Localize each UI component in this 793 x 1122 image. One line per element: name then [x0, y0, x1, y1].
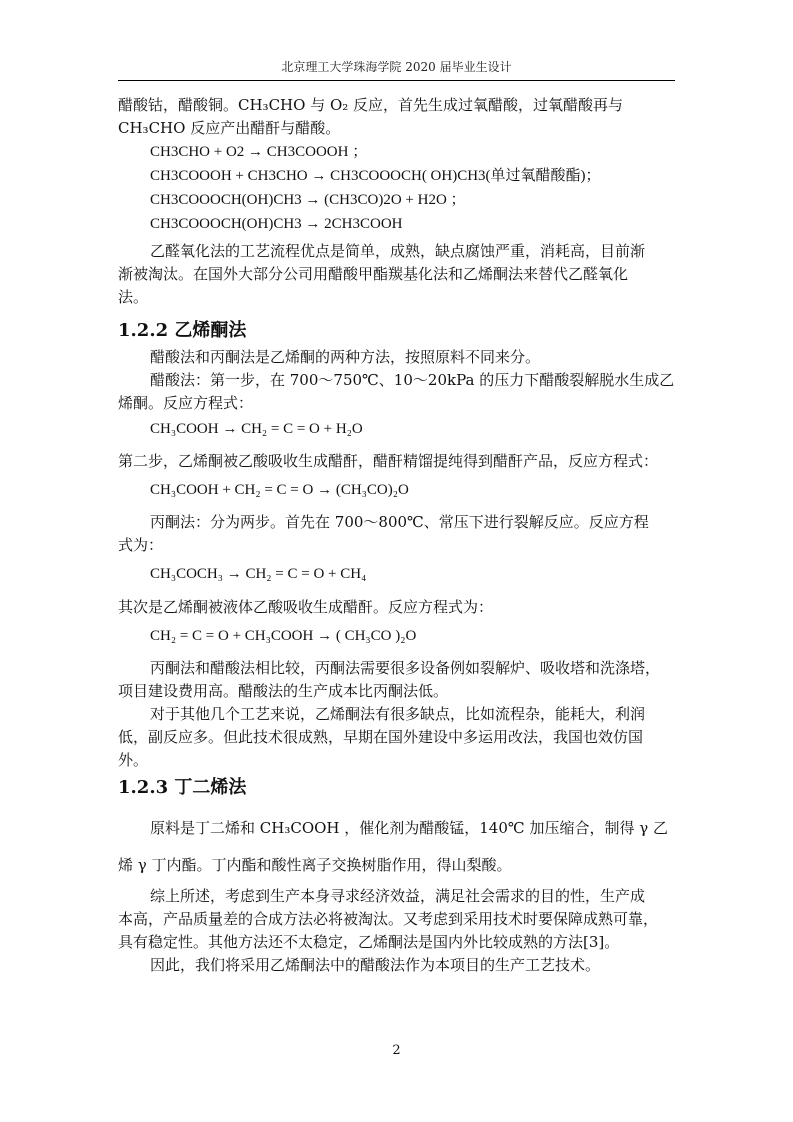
paragraph-line: 法。: [118, 288, 149, 306]
paragraph-line: 原料是丁二烯和 CH₃COOH ，催化剂为醋酸锰，140℃ 加压缩合，制得 γ 乙: [150, 819, 668, 837]
paragraph-line: 外。: [118, 751, 149, 769]
equation: CH₂ = C = O + CH₃COOH → ( CH₃CO )₂O: [150, 628, 417, 644]
paragraph-line: 本高，产品质量差的合成方法必将被淘汰。又考虑到采用技术时要保障成熟可靠，: [118, 910, 659, 928]
paragraph-line: 综上所述，考虑到生产本身寻求经济效益，满足社会需求的目的性，生产成: [150, 887, 646, 905]
equation: CH3COOOH + CH3CHO → CH3COOOCH( OH)CH3(单过氧醋酸酯)；: [150, 168, 601, 184]
paragraph-line: 醋酸法和丙酮法是乙烯酮的两种方法，按照原料不同来分。: [150, 348, 541, 366]
paragraph-line: 丙酮法和醋酸法相比较，丙酮法需要很多设备例如裂解炉、吸收塔和洗涤塔，: [150, 659, 661, 677]
equation: CH3CHO + O2 → CH3COOOH ；: [150, 144, 368, 160]
paragraph-line: 丙酮法：分为两步。首先在 700～800℃、常压下进行裂解反应。反应方程: [150, 513, 649, 531]
paragraph-line: 对于其他几个工艺来说，乙烯酮法有很多缺点，比如流程杂，能耗大，利润: [150, 705, 646, 723]
paragraph-line: 乙醛氧化法的工艺流程优点是简单，成熟，缺点腐蚀严重，消耗高，目前渐: [150, 242, 646, 260]
paragraph-line: 项目建设费用高。醋酸法的生产成本比丙酮法低。: [118, 682, 449, 700]
paragraph-line: 具有稳定性。其他方法还不太稳定，乙烯酮法是国内外比较成熟的方法[3]。: [118, 933, 620, 951]
equation: CH3COOOCH(OH)CH3 → (CH3CO)2O + H2O ；: [150, 192, 466, 208]
equation: CH₃COCH₃ → CH₂ = C = O + CH₄: [150, 566, 367, 582]
paragraph-line: 其次是乙烯酮被液体乙酸吸收生成醋酐。反应方程式为：: [118, 598, 494, 616]
paragraph-line: 醋酸法：第一步，在 700～750℃、10～20kPa 的压力下醋酸裂解脱水生成乙: [150, 371, 675, 389]
paragraph-line: 因此，我们将采用乙烯酮法中的醋酸法作为本项目的生产工艺技术。: [150, 956, 601, 974]
equation: CH₃COOH + CH₂ = C = O → (CH₃CO)₂O: [150, 482, 409, 498]
paragraph-line: 醋酸钴，醋酸铜。CH₃CHO 与 O₂ 反应，首先生成过氧醋酸，过氧醋酸再与: [118, 96, 624, 114]
paragraph-line: 低，副反应多。但此技术很成熟，早期在国外建设中多运用改法，我国也效仿国: [118, 728, 644, 746]
paragraph-line: 烯酮。反应方程式：: [118, 394, 254, 412]
section-heading: 1.2.2 乙烯酮法: [118, 320, 247, 341]
paragraph-line: 第二步，乙烯酮被乙酸吸收生成醋酐，醋酐精馏提纯得到醋酐产品，反应方程式：: [118, 452, 659, 470]
paragraph-line: 式为：: [118, 536, 164, 554]
paragraph-line: 渐被淘汰。在国外大部分公司用醋酸甲酯羰基化法和乙烯酮法来替代乙醛氧化: [118, 265, 629, 283]
equation: CH3COOOCH(OH)CH3 → 2CH3COOH: [150, 216, 403, 232]
page-header: 北京理工大学珠海学院 2020 届毕业生设计: [118, 58, 675, 81]
section-heading: 1.2.3 丁二烯法: [118, 777, 247, 798]
paragraph-line: CH₃CHO 反应产出醋酐与醋酸。: [118, 119, 341, 137]
equation: CH₃COOH → CH₂ = C = O + H₂O: [150, 421, 363, 437]
page-number: 2: [392, 1043, 401, 1058]
paragraph-line: 烯 γ 丁内酯。丁内酯和酸性离子交换树脂作用，得山梨酸。: [118, 856, 512, 874]
